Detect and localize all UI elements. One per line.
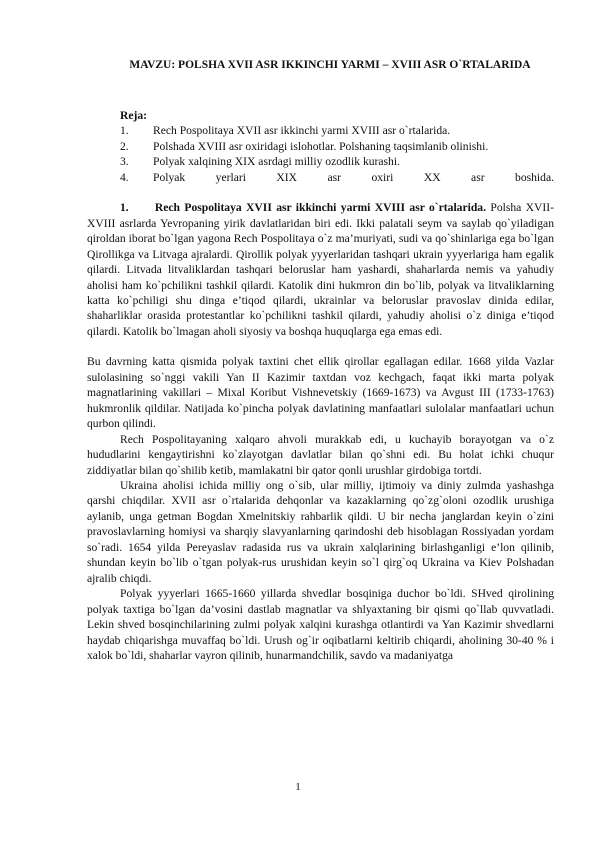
section-1-heading: Rech Pospolitaya XVII asr ikkinchi yarmi XVIII asr o`rtalarida. [154,201,486,215]
section-1-paragraph [87,200,554,339]
reja-item-text: Polshada XVIII asr oxiridagi islohotlar. Polshaning taqsimlanib olinishi. [153,139,489,153]
section-1-number: 1. [120,201,129,215]
document-body [87,108,554,663]
reja-item-text: Rech Pospolitaya XVII asr ikkinchi yarmi XVIII asr o`rtalarida. [153,124,451,138]
reja-item [87,139,554,154]
reja-item-number: 4. [120,170,129,184]
reja-item [87,170,554,185]
paragraph-text: Polsha XVII-XVIII asrlarda Yevropaning yirik davlatlaridan biri edi. Ikki palatali seym va saylab qo`yiladigan qiroldan iborat bo`lgan yagona Rech Pospolitaya o`z ma’muriyati, sudi va qo`shinlariga ega bo`lgan Qirollikga va Litvaga ajralardi. Qirollik polyak yyyerlaridan tashqari ukrain yyyerlariga ham egalik qilardi. Litvada litvaliklardan tashqari beloruslar ham yashardi, shaharlarda nemis va yahudiy aholisi ham ko`pchilikni tashkil qilardi. Katolik dini hukmron din bo`lib, polyak va litvaliklarning katta ko`pchiligi shu dinga e’tiqod qilardi, ukrainlar va beloruslar pravoslav dinida edilar, shaharliklar orasida protestantlar ko`pchilikni tashkil qilardi, yahudiy aholisi o`z diniga e’tiqod qilardi. Katolik bo`lmagan aholi siyosiy va boshqa huquqlarga ega emas edi. [87,201,554,338]
reja-label: Reja: [120,109,148,122]
paragraph: Rech Pospolitayaning xalqaro ahvoli murakkab edi, u kuchayib borayotgan va o`z hududlarini kengaytirishni ko`zlayotgan davlatlar bilan qo`shni edi. Bu holat ichki chuqur ziddiyatlar bilan qo`shilib ketib, mamlakatni bir qator qonli urushlar girdobiga tortdi. [87,432,554,477]
reja-item-number: 1. [120,124,129,138]
reja-item [87,154,554,169]
reja-item [87,123,554,138]
reja-item-text: Polyak xalqining XIX asrdagi milliy ozodlik kurashi. [153,155,400,169]
reja-item-number: 3. [120,155,129,169]
paragraph: Polyak yyyerlari 1665-1660 yillarda shvedlar bosqiniga duchor bo`ldi. SHved qirolining polyak taxtiga bo`lgan da’vosini dastlab magnatlar va shlyaxtaning bir qismi qo`llab quvvatladi. Lekin shved bosqinchilarining zulmi polyak xalqini kurashga otlantirdi va Yan Kazimir shvedlarni haydab chiqarishga muvaffaq bo`ldi. Urush og`ir oqibatlarni keltirib chiqardi, aholining 30-40 % i xalok bo`ldi, shaharlar vayron qilinib, hunarmandchilik, savdo va madaniyatga [87,587,554,662]
paragraph: Ukraina aholisi ichida milliy ong o`sib, ular milliy, ijtimoiy va diniy zulmda yashashga qarshi chiqdilar. XVII asr o`rtalarida dehqonlar va kazaklarning qo`zg`oloni ozodlik urushiga aylanib, unga getman Bogdan Xmelnitskiy rahbarlik qildi. U bir necha janglardan keyin o`zini pravoslavlarning homiysi va sharqiy slavyanlarning qarindoshi deb hisoblagan Rossiyadan yordam so`radi. 1654 yilda Pereyaslav radasida rus va ukrain xalqlarining birlashganligi e’lon qilinib, shundan keyin bo`lib o`tgan polyak-rus urushidan keyin so`l qirg`oq Ukraina va Kiev Polshadan ajralib chiqdi. [87,478,554,585]
reja-item-text: Polyak yerlari XIX asr oxiri XX asr boshida. [153,170,554,184]
page-number: 1 [295,781,301,793]
reja-item-number: 2. [120,139,129,153]
document-title: MAVZU: POLSHA XVII ASR IKKINCHI YARMI – XVIII ASR O`RTALARIDA [129,59,531,71]
paragraph: Bu davrning katta qismida polyak taxtini chet ellik qirollar egallagan edilar. 1668 yilda Vazlar sulolasining so`nggi vakili Yan II Kazimir taxtdan voz kechgach, faqat ikki marta polyak magnatlarining vakillari – Mixal Koribut Vishnevetskiy (1669-1673) va Avgust III (1733-1763) hukmronlik qildilar. Natijada ko`pincha polyak davlatining manfaatlari sulolalar manfaatlari uchun qurbon qilindi. [87,355,554,431]
